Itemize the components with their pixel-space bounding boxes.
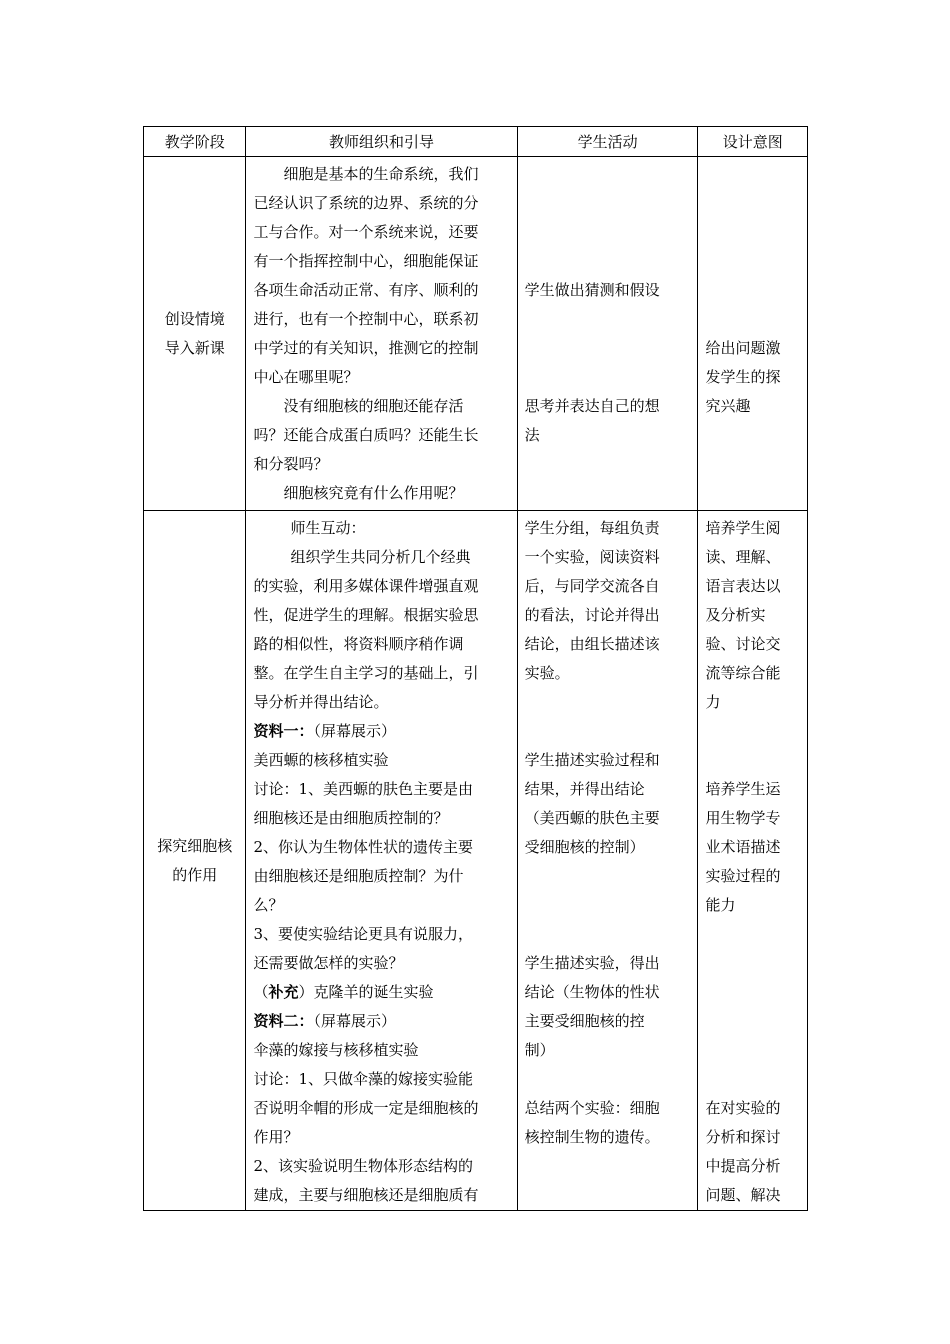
material-one-label: 资料一： xyxy=(253,722,314,740)
stage-cell xyxy=(144,511,246,1211)
teacher-text-line: 2、你认为生物体性状的遗传主要 xyxy=(253,838,473,856)
teacher-text-line: 中心在哪里呢？ xyxy=(253,368,359,386)
material-two-note: （屏幕展示） xyxy=(313,1012,396,1030)
student-text-line: 的看法，讨论并得出 xyxy=(524,606,660,624)
teacher-text-line: 有一个指挥控制中心，细胞能保证 xyxy=(253,252,479,270)
teacher-text-line: 否说明伞帽的形成一定是细胞核的 xyxy=(253,1099,479,1117)
intent-text-line: 及分析实 xyxy=(705,606,766,624)
teacher-text-line: 还需要做怎样的实验？ xyxy=(253,954,404,972)
teacher-text-line: 整。在学生自主学习的基础上，引 xyxy=(253,664,479,682)
table-row xyxy=(144,157,808,511)
teacher-text-line: 吗？还能合成蛋白质吗？还能生长 xyxy=(253,426,479,444)
teacher-text-line: 美西螈的核移植实验 xyxy=(253,751,389,769)
intent-text-line: 实验过程的 xyxy=(705,867,781,885)
table-row xyxy=(144,511,808,1211)
intent-text-line: 培养学生运 xyxy=(705,780,781,798)
header-teacher: 教师组织和引导 xyxy=(246,127,517,157)
intent-text-line: 培养学生阅 xyxy=(705,519,781,537)
teacher-text-line: 作用？ xyxy=(253,1128,299,1146)
supplement-open: （ xyxy=(253,983,269,1001)
intent-cell xyxy=(698,157,808,511)
teacher-text-line: 进行，也有一个控制中心，联系初 xyxy=(253,310,479,328)
student-text-line: 学生描述实验过程和 xyxy=(524,751,660,769)
teacher-text-line: 么？ xyxy=(253,896,284,914)
student-text-line: 学生做出猜测和假设 xyxy=(524,281,660,299)
intent-text-line: 给出问题激 xyxy=(705,339,781,357)
intent-text-line: 能力 xyxy=(705,896,736,914)
lesson-plan-table xyxy=(143,126,808,1211)
teacher-text-line: 细胞核还是由细胞质控制的？ xyxy=(253,809,449,827)
teacher-text-line: 细胞核究竟有什么作用呢？ xyxy=(283,484,464,502)
student-text-line: 结论（生物体的性状 xyxy=(524,983,660,1001)
material-two-heading xyxy=(253,1007,509,1036)
header-intent: 设计意图 xyxy=(698,127,808,157)
intent-text-line: 分析和探讨 xyxy=(705,1128,781,1146)
student-text-line: 实验。 xyxy=(524,664,570,682)
teacher-text-line: 3、要使实验结论更具有说服力， xyxy=(253,925,473,943)
stage-label: 探究细胞核 xyxy=(157,836,233,855)
intent-text-line: 用生物学专 xyxy=(705,809,781,827)
stage-cell xyxy=(144,157,246,511)
student-text-line: 受细胞核的控制） xyxy=(524,838,645,856)
teacher-text-line: 路的相似性，将资料顺序稍作调 xyxy=(253,635,464,653)
stage-label: 导入新课 xyxy=(164,338,225,357)
student-text-line: 学生描述实验，得出 xyxy=(524,954,660,972)
teacher-text-line: 和分裂吗？ xyxy=(253,455,329,473)
intent-text-line: 力 xyxy=(705,693,721,711)
header-stage: 教学阶段 xyxy=(144,127,246,157)
teacher-text-line: 的实验，利用多媒体课件增强直观 xyxy=(253,577,479,595)
teacher-text-line: 工与合作。对一个系统来说，还要 xyxy=(253,223,479,241)
supplement-heading xyxy=(253,978,509,1007)
material-one-note: （屏幕展示） xyxy=(313,722,396,740)
student-cell xyxy=(517,511,698,1211)
teacher-text-line: 没有细胞核的细胞还能存活 xyxy=(283,397,464,415)
student-text-line: 主要受细胞核的控 xyxy=(524,1012,645,1030)
intent-cell xyxy=(698,511,808,1211)
student-text-line: 思考并表达自己的想 xyxy=(524,397,660,415)
stage-label: 的作用 xyxy=(172,865,218,884)
intent-text-line: 在对实验的 xyxy=(705,1099,781,1117)
teacher-text-line: 建成，主要与细胞核还是细胞质有 xyxy=(253,1186,479,1204)
supplement-title: ）克隆羊的诞生实验 xyxy=(298,983,434,1001)
teacher-text-line: 细胞是基本的生命系统，我们 xyxy=(283,165,479,183)
header-student: 学生活动 xyxy=(517,127,698,157)
teacher-text-line: 性，促进学生的理解。根据实验思 xyxy=(253,606,479,624)
intent-text-line: 发学生的探 xyxy=(705,368,781,386)
teacher-text-line: 2、该实验说明生物体形态结构的 xyxy=(253,1157,473,1175)
student-text-line: 制） xyxy=(524,1041,555,1059)
teacher-text-line: 师生互动： xyxy=(290,519,366,537)
teacher-text-line: 组织学生共同分析几个经典 xyxy=(290,548,471,566)
student-text-line: 总结两个实验：细胞 xyxy=(524,1099,660,1117)
student-text-line: 一个实验，阅读资料 xyxy=(524,548,660,566)
teacher-text-line: 导分析并得出结论。 xyxy=(253,693,389,711)
intent-text-line: 业术语描述 xyxy=(705,838,781,856)
teacher-text-line: 各项生命活动正常、有序、顺利的 xyxy=(253,281,479,299)
student-text-line: 结果，并得出结论 xyxy=(524,780,645,798)
student-text-line: 法 xyxy=(524,426,540,444)
intent-text-line: 问题、解决 xyxy=(705,1186,781,1204)
teacher-text-line: 伞藻的嫁接与核移植实验 xyxy=(253,1041,419,1059)
intent-text-line: 流等综合能 xyxy=(705,664,781,682)
supplement-label: 补充 xyxy=(268,983,299,1001)
intent-text-line: 读、理解、 xyxy=(705,548,781,566)
teacher-text-line: 中学过的有关知识，推测它的控制 xyxy=(253,339,479,357)
intent-text-line: 验、讨论交 xyxy=(705,635,781,653)
teacher-text-line: 已经认识了系统的边界、系统的分 xyxy=(253,194,479,212)
teacher-text-line: 讨论：1、只做伞藻的嫁接实验能 xyxy=(253,1070,473,1088)
stage-label: 创设情境 xyxy=(164,309,225,328)
student-text-line: 后，与同学交流各自 xyxy=(524,577,660,595)
student-text-line: 学生分组，每组负责 xyxy=(524,519,660,537)
student-text-line: 核控制生物的遗传。 xyxy=(524,1128,660,1146)
teacher-cell xyxy=(246,511,517,1211)
intent-text-line: 中提高分析 xyxy=(705,1157,781,1175)
intent-text-line: 语言表达以 xyxy=(705,577,781,595)
teacher-cell xyxy=(246,157,517,511)
teacher-text-line: 讨论：1、美西螈的肤色主要是由 xyxy=(253,780,473,798)
material-two-label: 资料二： xyxy=(253,1012,314,1030)
student-text-line: 结论，由组长描述该 xyxy=(524,635,660,653)
intent-text-line: 究兴趣 xyxy=(705,397,751,415)
student-cell xyxy=(517,157,698,511)
material-one-heading xyxy=(253,717,509,746)
header-row xyxy=(144,127,808,157)
student-text-line: （美西螈的肤色主要 xyxy=(524,809,660,827)
teacher-text-line: 由细胞核还是细胞质控制？为什 xyxy=(253,867,464,885)
